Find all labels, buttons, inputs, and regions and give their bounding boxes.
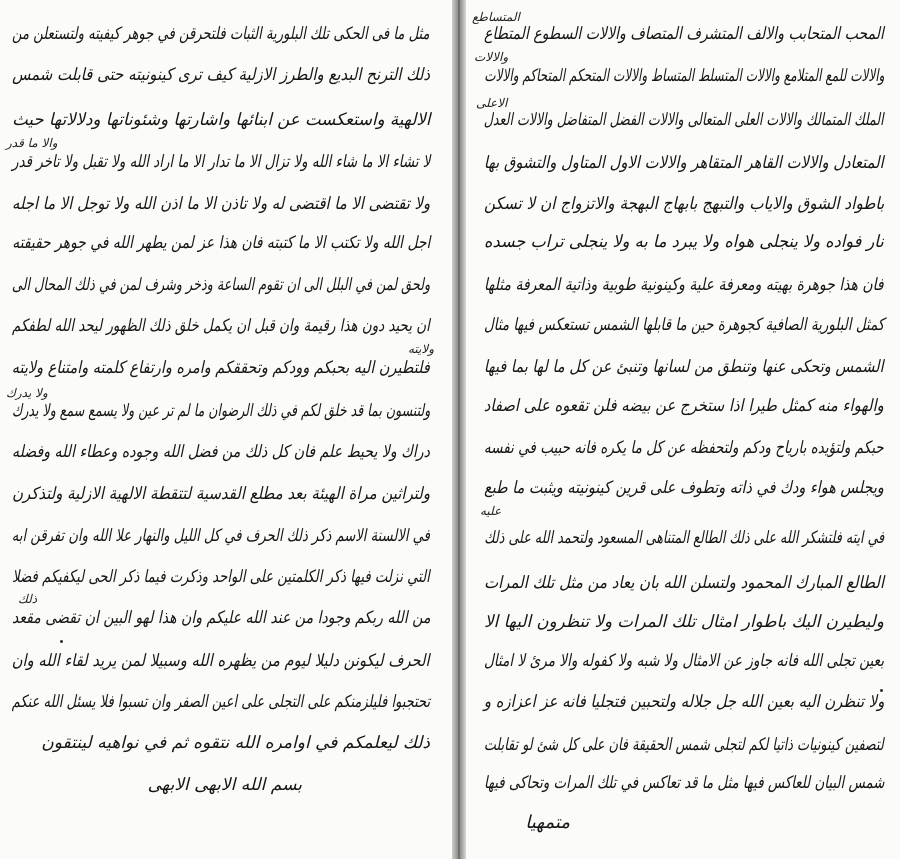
right-margin-note-3: الاعلى: [476, 96, 508, 110]
left-line-16: الحرف ليكونن دليلا ليوم من يظهره الله وسبيلا لمن يريد لقاء الله وان: [12, 651, 430, 671]
ink-speck: [880, 689, 883, 692]
right-line-9: الشمس وتحكى عنها وتنطق من لسانها وتنبئ عن كل ما لها بما فيها: [484, 357, 884, 377]
left-line-7: ولحق لمن في البلل الى ان تقوم الساعة وذخر وشرف لمن في ذلك المحال الى: [11, 275, 430, 295]
left-line-5: ولا تقتضى الا ما اقتضى له ولا تاذن الا ما اذن الله ولا توجل الا ما اجله: [11, 194, 430, 214]
right-margin-note-4: عليه: [480, 504, 502, 518]
right-line-18: لتصفين كينونيات ذاتيا لكم لتجلى شمس الحقيقة فان على كل شئ لو تقابلت: [484, 735, 884, 755]
left-line-6: اجل الله ولا تكتب الا ما كتبته فان هذا عز لمن يطهر الله في جوهر حقيقته: [11, 233, 430, 253]
left-line-1: مثل ما فى الحكى تلك البلورية الثبات فلتحرقن في جوهر كيفيته ولتستعلن من: [12, 24, 430, 44]
left-margin-note-1: والا ما قدر: [6, 136, 58, 150]
right-line-15: وليطيرن اليك باطوار امثال تلك المرات ولا تنظرون اليها الا: [484, 612, 884, 632]
ink-speck: [60, 640, 63, 643]
left-line-13: في الالسنة الاسم ذكر ذلك الحرف في كل الليل والنهار علا الله وان تفرقن ابه: [11, 526, 430, 546]
book-gutter: [452, 0, 466, 859]
left-margin-note-3: ولا يدرك: [6, 386, 48, 400]
left-margin-note-4: ذلك: [18, 592, 38, 606]
right-line-1: المحب المتحابب والالف المتشرف المتصاف والالات السطوع المتطاع: [484, 24, 884, 44]
left-line-4: لا تشاء الا ما شاء الله ولا تزال الا ما تدار الا ما اراد الله ولا تقبل ولا تاخر قدر: [11, 152, 430, 172]
right-line-2: والالات للمع المتلامع والالات المتسلط المتساط والالات المتحكم المتحاكم والالات: [483, 66, 884, 86]
left-margin-note-2: ولايته: [407, 342, 434, 356]
right-line-12: ويجلس هواء ودك في ذاته وتطوف على قرين كينونيته ويثبت ما طبع: [484, 478, 884, 498]
right-signature: متمهيا: [525, 812, 570, 833]
left-line-3: الالهية واستعكست عن ابنائها واشارتها وشئوناتها ودلالاتها حيث: [11, 110, 430, 130]
left-line-18: ذلك ليعلمكم في اوامره الله نتقوه ثم في نواهيه لينتقون: [41, 733, 430, 753]
right-line-11: حبكم ولتؤيده بارياح ودكم ولتحفظه عن كل ما يكره فانه حبيب في نفسه: [484, 438, 884, 458]
left-line-8: ان يحيد دون هذا رقيمة وان قبل ان يكمل خلق ذلك الظهور ليحد الله لطفكم: [12, 316, 430, 336]
right-line-19: شمس البيان للعاكس فيها مثل ما قد تعاكس في تلك المرات وتحاكى فيها: [483, 773, 884, 793]
right-line-17: ولا تنظرن اليه بعين الله جل جلاله ولتحبين فتجليا فانه عز اعزازه و: [483, 692, 884, 712]
right-line-13: في ايته فلتشكر الله على ذلك الطالع المتناهى المسعود ولتحمد الله على ذلك: [483, 528, 884, 548]
right-margin-note-2: والالات: [474, 50, 509, 64]
right-margin-note-1: المتساطع: [472, 10, 520, 24]
left-line-19: بسم الله الابهى الابهى: [147, 775, 302, 795]
right-line-14: الطالع المبارك المحمود ولتسلن الله بان يعاد من مثل تلك المرات: [483, 573, 884, 593]
left-line-9: فلتطيرن اليه بحبكم وودكم وتحققكم وامره وارتفاع كلمته وامتناع ولايته: [11, 358, 430, 378]
left-line-17: تحتجبوا فليلزمنكم على التجلى على اعين الصفر وان تسبوا فلا يسئل الله عنكم: [11, 692, 430, 712]
left-line-12: ولتراثين مراة الهيئة بعد مطلع القدسية لتتقطة الالهية الازلية ولتذكرن: [12, 484, 430, 504]
right-page: [466, 0, 900, 859]
right-line-4: المتعادل والالات القاهر المتقاهر والالات الاول المتاول والتشوق بها: [484, 153, 884, 173]
right-line-6: نار فواده ولا ينجلى هواه ولا يبرد ما به ولا ينجلى تراب جسده: [484, 232, 884, 252]
left-line-2: ذلك الترنح البديع والطرز الازلية كيف ترى كينونيته حتى قابلت شمس: [12, 65, 430, 85]
right-line-5: باطواد الشوق والاياب والتبهج بابهاج البهجة والاتزواج ان لا تسكن: [483, 194, 884, 214]
right-line-8: كمثل البلورية الصافية كجوهرة حين ما قابلها الشمس تستعكس فيها مثال: [483, 315, 884, 335]
left-line-10: ولتنسون بما قد خلق لكم في ذلك الرضوان ما لم تر عين ولا يسمع سمع ولا يدرك: [11, 401, 430, 421]
right-line-3: الملك المتمالك والالات العلى المتعالى والالات الفضل المتفاضل والالات العدل: [484, 110, 884, 130]
left-line-14: التي نزلت فيها ذكر الكلمتين على الواحد وذكرت فيما ذكر الحى ليكفيكم فضلا: [12, 567, 430, 587]
right-line-10: والهواء منه كمثل طيرا اذا ستخرج عن بيضه فلن تقعوه على اصفاد: [483, 396, 884, 416]
left-line-15: من الله ربكم وجودا من عند الله عليكم وان هذا لهو البين ان تقضى مقعد: [11, 608, 430, 628]
right-line-16: بعين تجلى الله فانه جاوز عن الامثال ولا شبه ولا كفوله والا مرئ لا امثال: [483, 651, 884, 671]
right-line-7: فان هذا جوهرة بهيته ومعرفة علية وكينونية طوبية وذاتية المعرفة مثلها: [484, 275, 884, 295]
left-line-11: دراك ولا يحيط علم فان كل ذلك من فضل الله وجوده وعطاء الله وفضله: [12, 442, 430, 462]
